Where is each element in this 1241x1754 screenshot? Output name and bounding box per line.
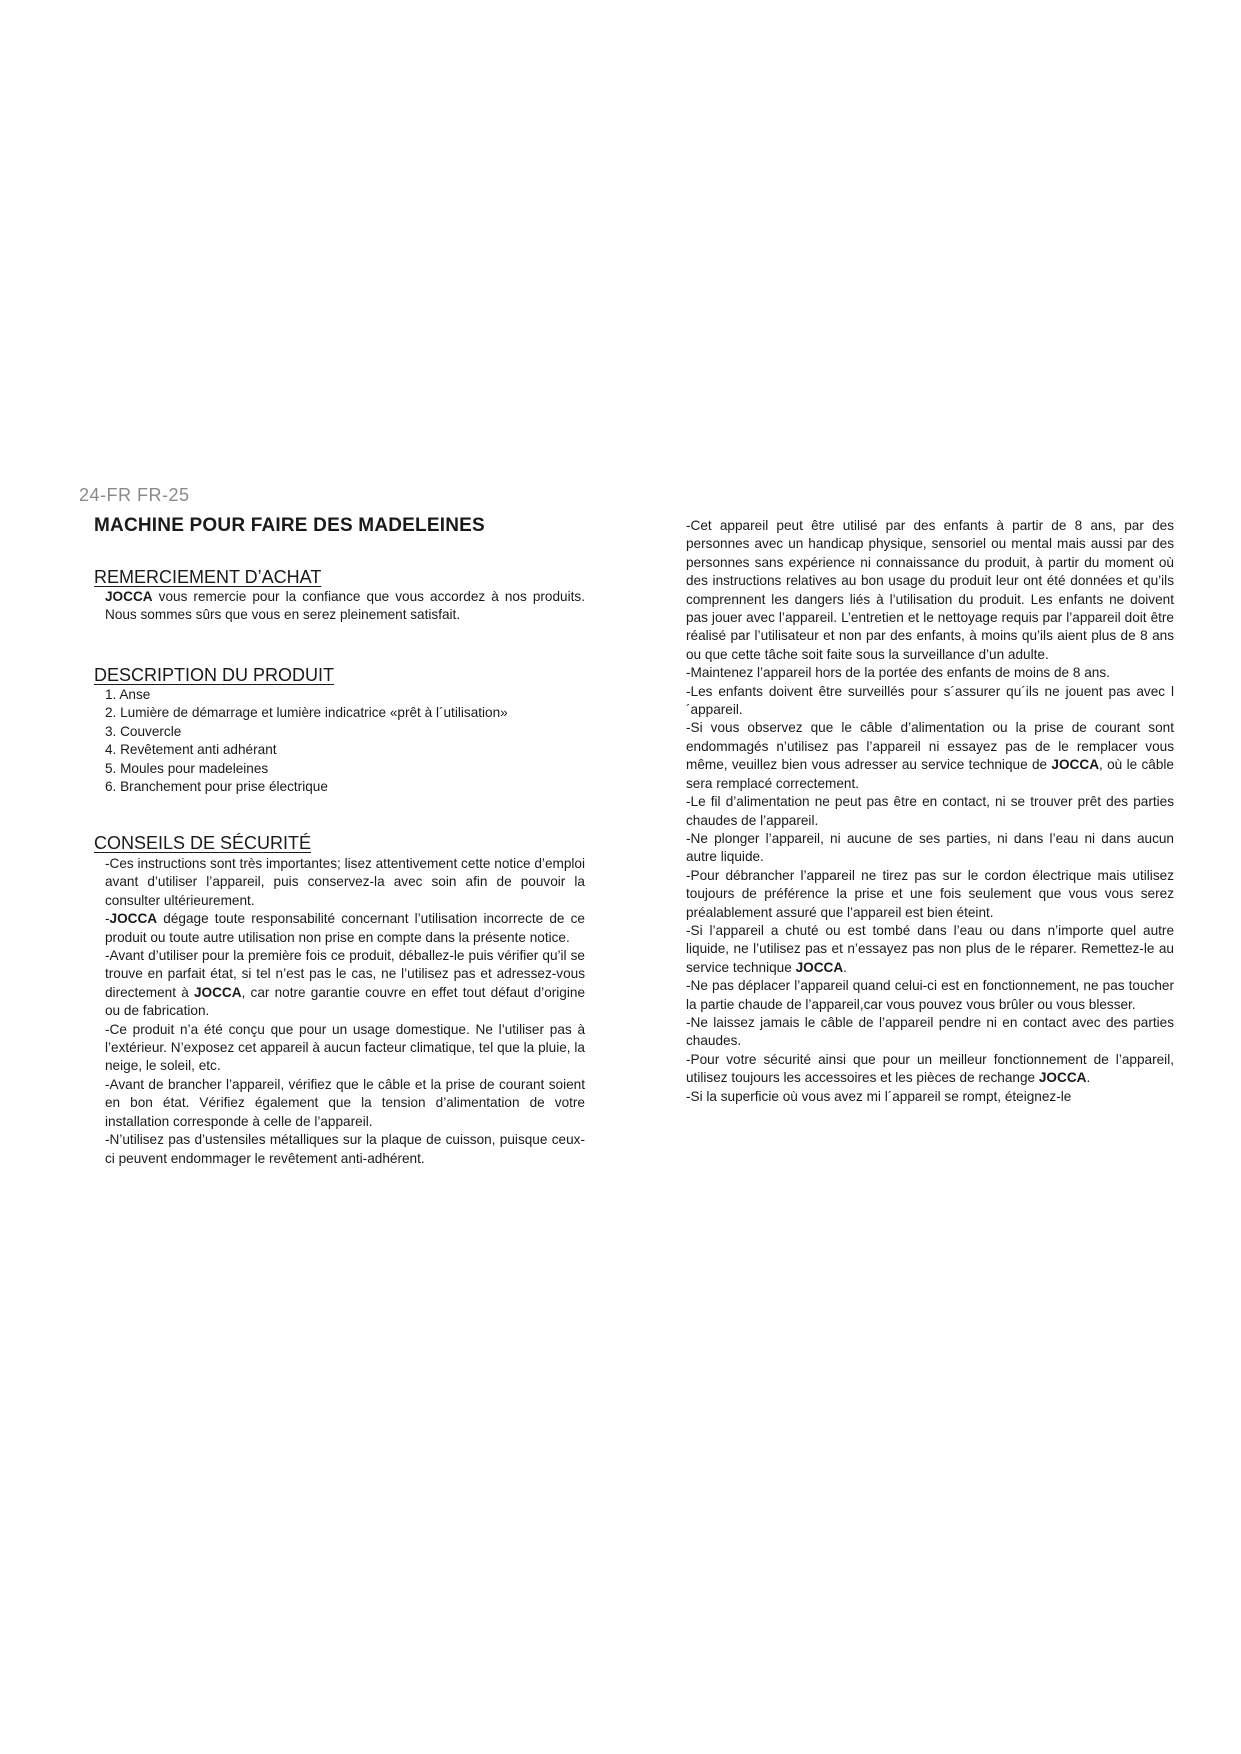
safety-paragraph bbox=[105, 910, 585, 947]
parts-list-item: 6. Branchement pour prise électrique bbox=[105, 779, 328, 795]
text-fragment: -Si vous observez que le câble d’alimentation ou la prise de courant sont endommagés n’utilisez pas l’appareil ni essayez pas de le remplacer vous même, veuillez bien vous adresser au service technique de bbox=[686, 720, 1174, 773]
parts-list-item: 2. Lumière de démarrage et lumière indicatrice «prêt à l´utilisation» bbox=[105, 705, 508, 721]
safety-paragraph: -Ne pas déplacer l’appareil quand celui-ci est en fonctionnement, ne pas toucher la partie chaude de l’appareil,car vous pouvez vous brûler ou vous blesser. bbox=[686, 978, 1174, 1012]
safety-paragraph: -Pour débrancher l’appareil ne tirez pas sur le cordon électrique mais utilisez toujours de préférence la prise et une fois seulement que vous vous serez préalablement assuré que l’appareil est bien éteint. bbox=[686, 867, 1174, 920]
safety-heading: CONSEILS DE SÉCURITÉ bbox=[94, 833, 312, 853]
parts-list-item: 3. Couvercle bbox=[105, 723, 182, 739]
page-title: MACHINE POUR FAIRE DES MADELEINES bbox=[94, 515, 485, 536]
text-fragment: , où le câble sera remplacé correctement. bbox=[686, 757, 1174, 791]
thanks-heading: REMERCIEMENT D’ACHAT bbox=[94, 567, 322, 587]
parts-list-item: 4. Revêtement anti adhérant bbox=[105, 742, 277, 758]
parts-list bbox=[105, 686, 585, 796]
safety-paragraph: -Les enfants doivent être surveillés pour s´assurer qu´ils ne jouent pas avec l´appareil. bbox=[686, 683, 1174, 718]
text-fragment: . bbox=[1086, 1070, 1091, 1086]
thanks-paragraph bbox=[105, 588, 585, 625]
safety-paragraph: -N’utilisez pas d’ustensiles métalliques sur la plaque de cuisson, puisque ceux-ci peuvent endommager le revêtement anti-adhérent. bbox=[105, 1132, 585, 1166]
safety-paragraph bbox=[686, 1051, 1174, 1088]
safety-paragraph: -Avant de brancher l’appareil, vérifiez que le câble et la prise de courant soient en bon état. Vérifiez également que la tension d’alimentation de votre installation corresponde à celle de l’appareil. bbox=[105, 1076, 585, 1129]
text-fragment: - bbox=[105, 911, 110, 927]
safety-paragraph: -Maintenez l’appareil hors de la portée des enfants de moins de 8 ans. bbox=[686, 665, 1110, 681]
brand-name: JOCCA bbox=[105, 589, 153, 604]
brand-name: JOCCA bbox=[1038, 1070, 1087, 1086]
text-fragment: . bbox=[843, 959, 847, 975]
text-fragment: -Pour votre sécurité ainsi que pour un meilleur fonctionnement de l’appareil, utilisez toujours les accessoires et les pièces de rechange bbox=[686, 1051, 1174, 1086]
safety-paragraph: -Ne laissez jamais le câble de l’appareil pendre ni en contact avec des parties chaudes. bbox=[686, 1014, 1174, 1049]
safety-paragraph bbox=[686, 922, 1174, 977]
thanks-text: vous remercie pour la confiance que vous accordez à nos produits. Nous sommes sûrs que vous en serez pleinement satisfait. bbox=[105, 589, 585, 623]
page-number: 24-FR FR-25 bbox=[79, 485, 190, 505]
safety-paragraph: -Le fil d’alimentation ne peut pas être en contact, ni se trouver prêt des parties chaudes de l’appareil. bbox=[686, 794, 1174, 828]
parts-list-item: 1. Anse bbox=[105, 687, 151, 702]
safety-paragraph: -Si la superficie où vous avez mi l´appareil se rompt, éteignez-le bbox=[686, 1088, 1072, 1104]
text-fragment: dégage toute responsabilité concernant l’utilisation incorrecte de ce produit ou toute autre utilisation non prise en compte dans la présente notice. bbox=[105, 911, 585, 945]
description-body bbox=[105, 686, 585, 796]
text-fragment: , car notre garantie couvre en effet tout défaut d’origine ou de fabrication. bbox=[105, 984, 586, 1019]
brand-name: JOCCA bbox=[193, 984, 242, 1000]
safety-paragraph: -Ce produit n’a été conçu que pour un usage domestique. Ne l’utiliser pas à l’extérieur. N’exposez cet appareil à aucun facteur climatique, tel que la pluie, la neige, le soleil, etc. bbox=[105, 1021, 585, 1074]
brand-name: JOCCA bbox=[1051, 757, 1100, 773]
parts-list-item: 5. Moules pour madeleines bbox=[105, 760, 269, 776]
text-fragment: -Avant d’utiliser pour la première fois ce produit, déballez-le puis vérifier qu’il se trouve en parfait état, si tel n’est pas le cas, ne l’utilisez pas et adressez-vous directement à bbox=[105, 948, 585, 1000]
right-column bbox=[686, 517, 1174, 1106]
safety-paragraph bbox=[105, 947, 585, 1021]
safety-paragraph: -Ces instructions sont très importantes; lisez attentivement cette notice d’emploi avant d’utiliser l’appareil, puis conservez-la avec soin afin de pouvoir la consulter ultérieurement. bbox=[105, 856, 585, 908]
brand-name: JOCCA bbox=[795, 959, 844, 975]
text-fragment: -Si l’appareil a chuté ou est tombé dans l’eau ou dans n’importe quel autre liquide, ne l’utilisez pas et n’essayez pas non plus de le réparer. Remettez-le au service technique bbox=[686, 922, 1174, 975]
thanks-body bbox=[105, 588, 585, 625]
brand-name: JOCCA bbox=[109, 911, 158, 927]
safety-paragraph: -Ne plonger l’appareil, ni aucune de ses parties, ni dans l’eau ni dans aucun autre liquide. bbox=[686, 830, 1174, 865]
safety-paragraph: -Cet appareil peut être utilisé par des enfants à partir de 8 ans, par des personnes avec un handicap physique, sensoriel ou mental mais aussi par des personnes sans expérience ni connaissance du produit, à partir du moment où des instructions relatives au bon usage du produit leur ont été données et qu’ils comprennent les dangers liés à l’utilisation du produit. Les enfants ne doivent pas jouer avec l’appareil. L’entretien et le nettoyage requis par l’appareil doit être réalisé par l’utilisateur et non par des enfants, à moins qu’ils aient plus de 8 ans ou que cette tâche soit faite sous la surveillance d’un adulte. bbox=[686, 518, 1174, 662]
safety-paragraph bbox=[686, 719, 1174, 793]
description-heading: DESCRIPTION DU PRODUIT bbox=[94, 665, 335, 685]
safety-body bbox=[105, 855, 585, 1168]
